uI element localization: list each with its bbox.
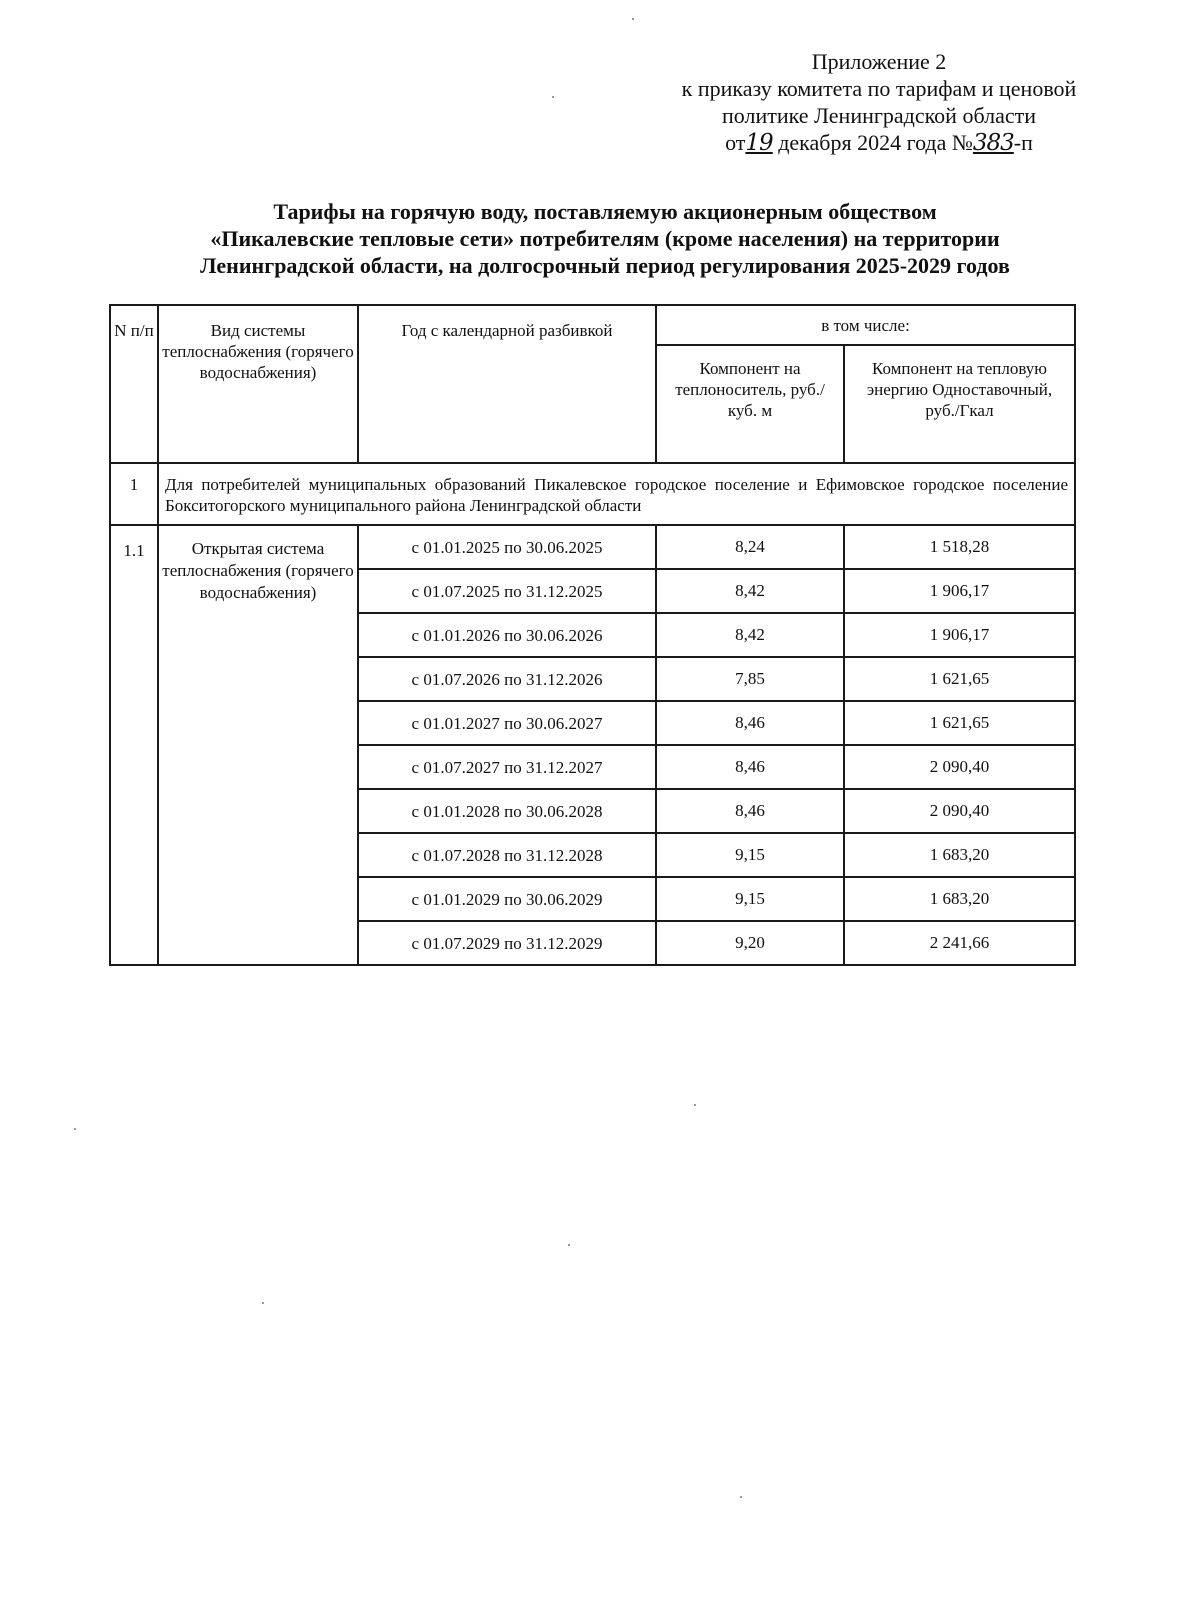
section-description: Для потребителей муниципальных образований Пикалевское городское поселение и Ефимовское городское поселение Бокситогорского муниципального района Ленинградской области [158,463,1075,525]
header-energy-component: Компонент на тепловую энергию Одноставочный, руб./Гкал [844,345,1075,463]
energy-value: 2 241,66 [844,921,1075,965]
period-cell: с 01.01.2025 по 30.06.2025 [358,525,656,569]
energy-value: 2 090,40 [844,789,1075,833]
carrier-value: 8,46 [656,701,844,745]
carrier-value: 8,46 [656,745,844,789]
period-cell: с 01.01.2029 по 30.06.2029 [358,877,656,921]
carrier-value: 8,42 [656,613,844,657]
energy-value: 2 090,40 [844,745,1075,789]
section-row [110,463,1075,525]
header-including: в том числе: [656,305,1075,345]
scan-speck [262,1302,264,1304]
document-title [110,198,1100,279]
period-cell: с 01.01.2027 по 30.06.2027 [358,701,656,745]
appendix-block [644,48,1114,157]
appendix-line-1: Приложение 2 [811,49,947,74]
carrier-value: 9,15 [656,877,844,921]
carrier-value: 9,15 [656,833,844,877]
date-middle: декабря 2024 года № [772,130,973,155]
energy-value: 1 621,65 [844,657,1075,701]
handwritten-order-number: 383 [972,130,1014,156]
energy-value: 1 683,20 [844,833,1075,877]
period-cell: с 01.07.2027 по 31.12.2027 [358,745,656,789]
carrier-value: 9,20 [656,921,844,965]
period-cell: с 01.07.2028 по 31.12.2028 [358,833,656,877]
title-line-3: Ленинградской области, на долгосрочный период регулирования 2025-2029 годов [200,253,1010,278]
appendix-date-line [644,129,1114,157]
scan-speck [74,1128,76,1130]
handwritten-day: 19 [745,130,773,156]
carrier-value: 8,42 [656,569,844,613]
carrier-value: 8,24 [656,525,844,569]
header-period: Год с календарной разбивкой [358,305,656,463]
energy-value: 1 683,20 [844,877,1075,921]
period-cell: с 01.07.2025 по 31.12.2025 [358,569,656,613]
section-number: 1 [110,463,158,525]
scan-speck [632,18,634,20]
period-cell: с 01.01.2028 по 30.06.2028 [358,789,656,833]
period-cell: с 01.01.2026 по 30.06.2026 [358,613,656,657]
scan-speck [740,1496,742,1498]
scan-speck [568,1244,570,1246]
period-cell: с 01.07.2026 по 31.12.2026 [358,657,656,701]
scan-speck [694,1104,696,1106]
header-system-kind: Вид системы теплоснабжения (горячего водоснабжения) [158,305,358,463]
title-line-2: «Пикалевские тепловые сети» потребителям (кроме населения) на территории [210,226,1000,251]
header-num: N п/п [110,305,158,463]
appendix-line-2: к приказу комитета по тарифам и ценовой [681,76,1077,101]
carrier-value: 7,85 [656,657,844,701]
group-system-kind: Открытая система теплоснабжения (горячего водоснабжения) [158,525,358,965]
group-number: 1.1 [110,525,158,965]
energy-value: 1 518,28 [844,525,1075,569]
header-carrier-component: Компонент на теплоноситель, руб./куб. м [656,345,844,463]
title-line-1: Тарифы на горячую воду, поставляемую акционерным обществом [273,199,937,224]
table-row [110,525,1075,569]
energy-value: 1 906,17 [844,613,1075,657]
date-prefix: от [725,130,746,155]
order-suffix: -п [1013,130,1033,155]
carrier-value: 8,46 [656,789,844,833]
energy-value: 1 621,65 [844,701,1075,745]
scan-speck [552,96,554,98]
period-cell: с 01.07.2029 по 31.12.2029 [358,921,656,965]
tariff-table [109,304,1076,966]
appendix-line-3: политике Ленинградской области [721,103,1036,128]
header-row-1 [110,305,1075,345]
energy-value: 1 906,17 [844,569,1075,613]
